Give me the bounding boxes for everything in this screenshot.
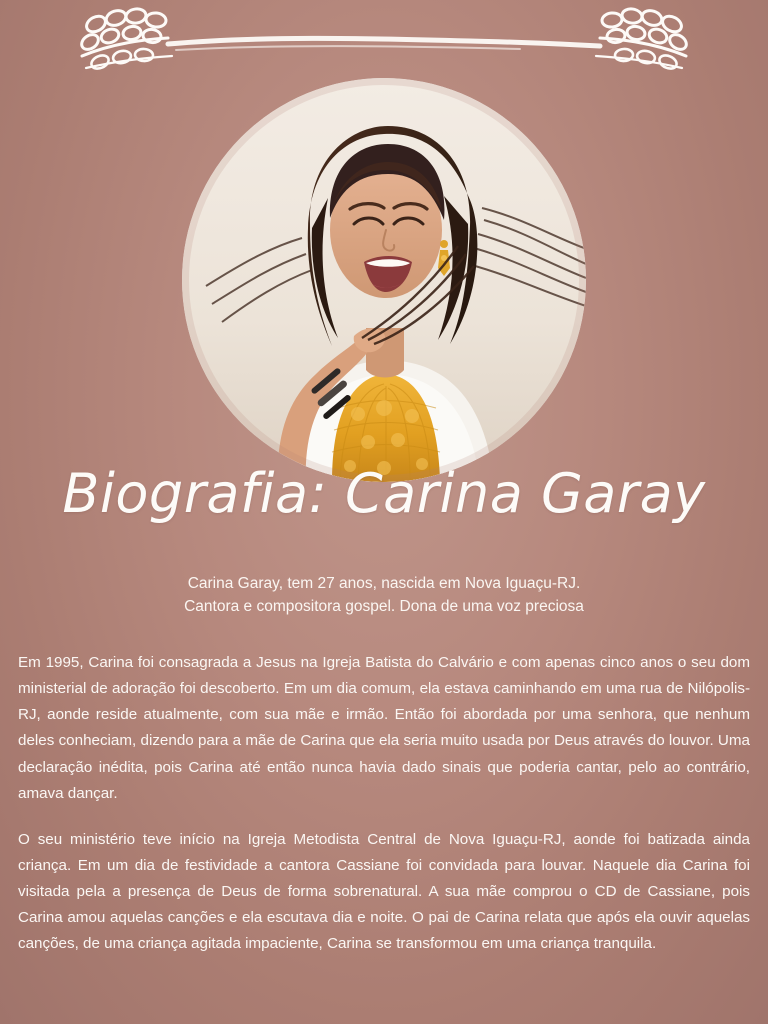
biography-body — [18, 650, 750, 958]
page-title: Biografia: Carina Garay — [62, 462, 706, 525]
subtitle-block — [0, 572, 768, 619]
paragraph-1: Em 1995, Carina foi consagrada a Jesus na Igreja Batista do Calvário e com apenas cinco anos o seu dom ministerial de adoração foi descoberto. Em um dia comum, ela estava caminhando em uma rua de Nilópolis-RJ, aonde reside atualmente, com sua mãe e irmão. Então foi abordada por uma senhora, que nenhum deles conheciam, dizendo para a mãe de Carina que ela seria muito usada por Deus através do louvor. Uma declaração inédita, pois Carina até então nunca havia dado sinais que poderia cantar, pelo ao contrário, amava dançar. — [18, 654, 750, 802]
paragraph-2: O seu ministério teve início na Igreja Metodista Central de Nova Iguaçu-RJ, aonde foi batizada ainda criança. Em um dia de festividade a cantora Cassiane foi convidada para louvar. Naquele dia Carina foi visitada pela a presença de Deus de forma sobrenatural. A sua mãe comprou o CD de Cassiane, pois Carina amou aquelas canções e ela escutava dia e noite. O pai de Carina relata que após ela ouvir aquelas canções, de uma criança agitada impaciente, Carina se transformou em uma criança tranquila. — [18, 830, 750, 953]
subtitle-line-2: Cantora e compositora gospel. Dona de uma voz preciosa — [184, 598, 584, 616]
subtitle-line-1: Carina Garay, tem 27 anos, nascida em Nova Iguaçu-RJ. — [187, 575, 581, 592]
portrait-photo — [182, 78, 586, 482]
